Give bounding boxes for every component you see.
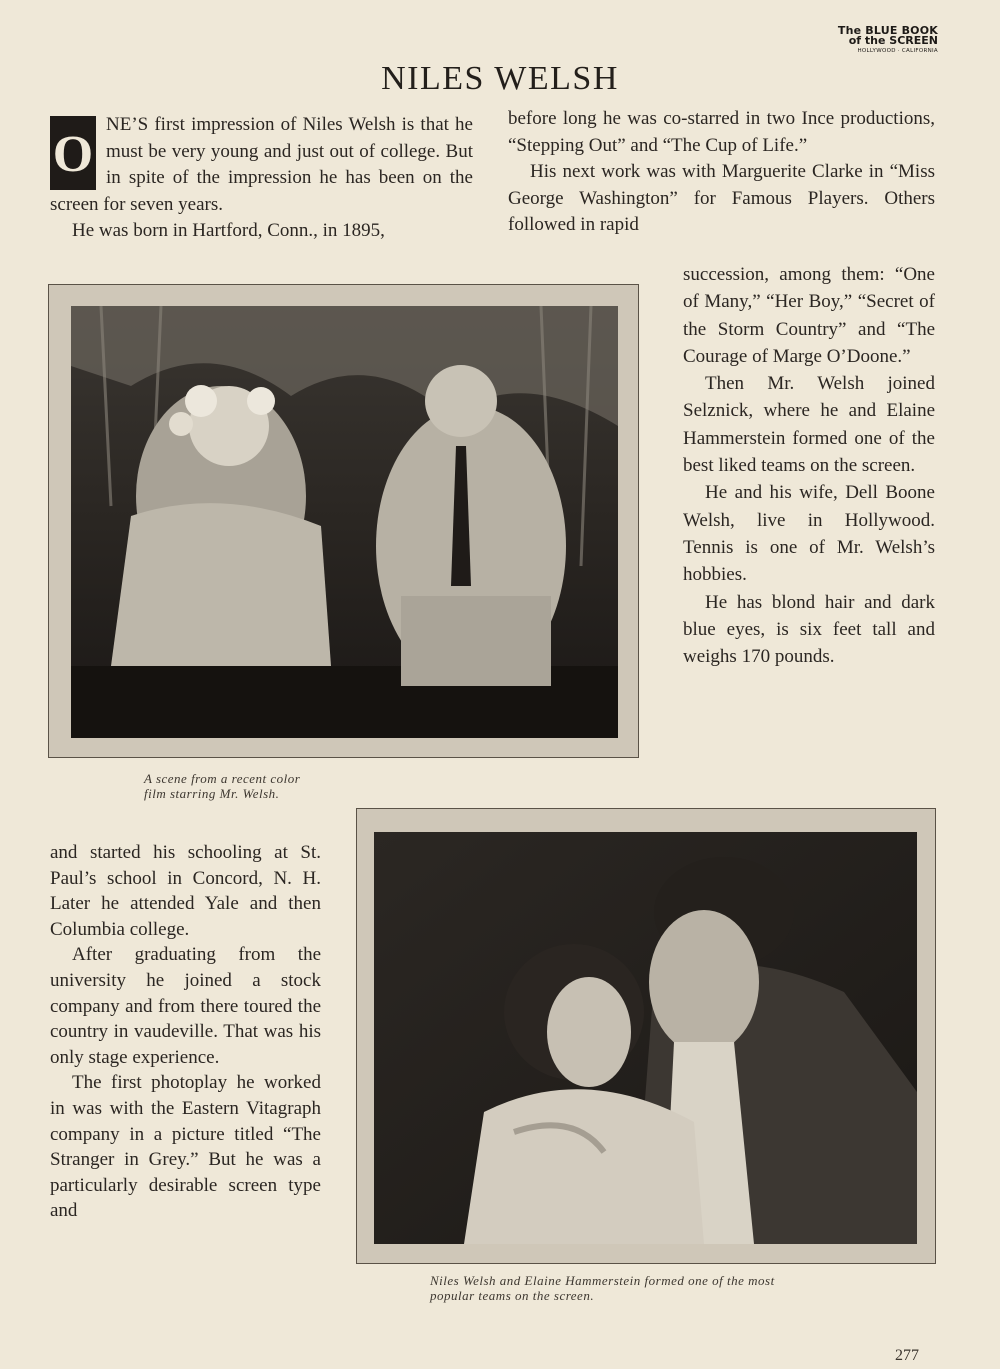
photo-color-film-image — [71, 306, 618, 738]
photo2-caption — [430, 1273, 900, 1303]
column-right-narrow — [683, 261, 935, 670]
page-number: 277 — [895, 1347, 919, 1364]
paragraph-selznick: Then Mr. Welsh joined Selznick, where he and Elaine Hammerstein formed one of the best liked teams on the screen. — [683, 373, 935, 477]
photo1-caption-line1: A scene from a recent color — [144, 771, 301, 786]
paragraph-wife: He and his wife, Dell Boone Welsh, live in Hollywood. Tennis is one of Mr. Welsh’s hobbies. — [683, 482, 935, 586]
paragraph-schooling: and started his schooling at St. Paul’s school in Concord, N. H. Later he attended Yale and then Columbia college. — [50, 842, 321, 940]
paragraph-intro — [50, 112, 473, 218]
masthead-line3: HOLLYWOOD · CALIFORNIA — [857, 48, 938, 54]
masthead-logo — [826, 26, 938, 56]
photo-color-film-scene — [48, 284, 639, 758]
paragraph-first-photoplay: The first photoplay he worked in was with the Eastern Vitagraph company in a picture titled “The Stranger in Grey.” But he was a particularly desirable screen type and — [50, 1072, 321, 1222]
photo2-caption-line1: Niles Welsh and Elaine Hammerstein formed one of the most — [430, 1273, 775, 1288]
scene-illustration — [71, 306, 618, 738]
column-left-bottom — [50, 840, 321, 1224]
photo-welsh-hammerstein — [356, 808, 936, 1264]
dropcap: O — [50, 116, 96, 190]
couple-illustration — [374, 832, 917, 1244]
article-title: NILES WELSH — [381, 60, 619, 97]
photo1-caption-line2: film starring Mr. Welsh. — [144, 786, 280, 801]
photo2-caption-line2: popular teams on the screen. — [430, 1288, 595, 1303]
column-left-top — [50, 112, 473, 245]
column-right-top — [508, 106, 935, 239]
paragraph-appearance: He has blond hair and dark blue eyes, is six feet tall and weighs 170 pounds. — [683, 591, 935, 668]
photo1-caption — [144, 771, 404, 801]
paragraph-intro-text: NE’S first impression of Niles Welsh is that he must be very young and just out of college. But in spite of the impression he has been on the screen for seven years. — [50, 114, 473, 215]
paragraph-ince: before long he was co-starred in two Ince productions, “Stepping Out” and “The Cup of Life.” — [508, 108, 935, 156]
photo-welsh-hammerstein-image — [374, 832, 917, 1244]
paragraph-stock-company: After graduating from the university he joined a stock company and from there toured the country in vaudeville. That was his only stage experience. — [50, 944, 321, 1068]
paragraph-succession: succession, among them: “One of Many,” “Her Boy,” “Secret of the Storm Country” and “The Courage of Marge O’Doone.” — [683, 264, 935, 367]
masthead-line2: of the SCREEN — [848, 34, 938, 47]
paragraph-clarke: His next work was with Marguerite Clarke in “Miss George Washington” for Famous Players. Others followed in rapid — [508, 161, 935, 235]
masthead-line1: The BLUE BOOK — [837, 24, 938, 37]
paragraph-born: He was born in Hartford, Conn., in 1895, — [72, 220, 385, 241]
